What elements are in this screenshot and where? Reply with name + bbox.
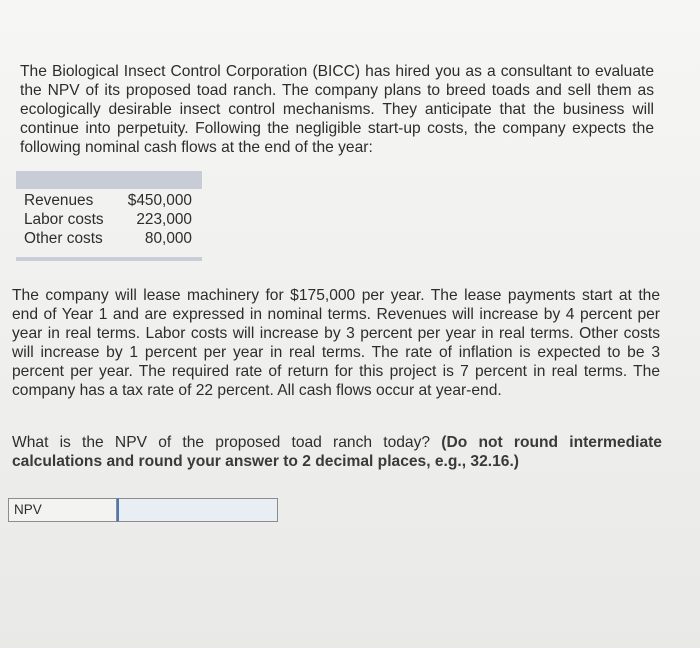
table-row xyxy=(16,191,202,210)
table-row xyxy=(16,229,202,248)
rounding-instruction: (Do not round intermediate calculations and round your answer to 2 decimal places, e.g., 32.16.) xyxy=(12,434,662,470)
row-label: Other costs xyxy=(24,230,103,247)
problem-intro: The Biological Insect Control Corporation (BICC) has hired you as a consultant to evaluate the NPV of its proposed toad ranch. The company plans to breed toads and sell them as ecologically desirable insect control mechanisms. They anticipate that the business will continue into perpetuity. Following the negligible start-up costs, the company expects the following nominal cash flows at the end of the year: xyxy=(20,63,654,156)
npv-label: NPV xyxy=(8,498,117,522)
row-label: Revenues xyxy=(24,192,94,209)
npv-input[interactable] xyxy=(117,498,278,522)
table-row xyxy=(16,210,202,229)
row-value: $450,000 xyxy=(127,192,192,209)
cash-flow-table xyxy=(16,171,202,261)
question-text xyxy=(12,433,662,471)
row-value: 80,000 xyxy=(144,230,192,247)
problem-details: The company will lease machinery for $175,000 per year. The lease payments start at the end of Year 1 and are expressed in nominal terms. Revenues will increase by 4 percent per year in real terms. Labor costs will increase by 3 percent per year in real terms. Other costs will increase by 1 percent per year in real terms. The rate of inflation is expected to be 3 percent per year. The required rate of return for this project is 7 percent in real terms. The company has a tax rate of 22 percent. All cash flows occur at year-end. xyxy=(12,287,660,399)
question: What is the NPV of the proposed toad ranch today? xyxy=(12,434,431,451)
row-label: Labor costs xyxy=(24,211,104,228)
row-value: 223,000 xyxy=(136,211,192,228)
npv-answer-row xyxy=(8,498,278,522)
